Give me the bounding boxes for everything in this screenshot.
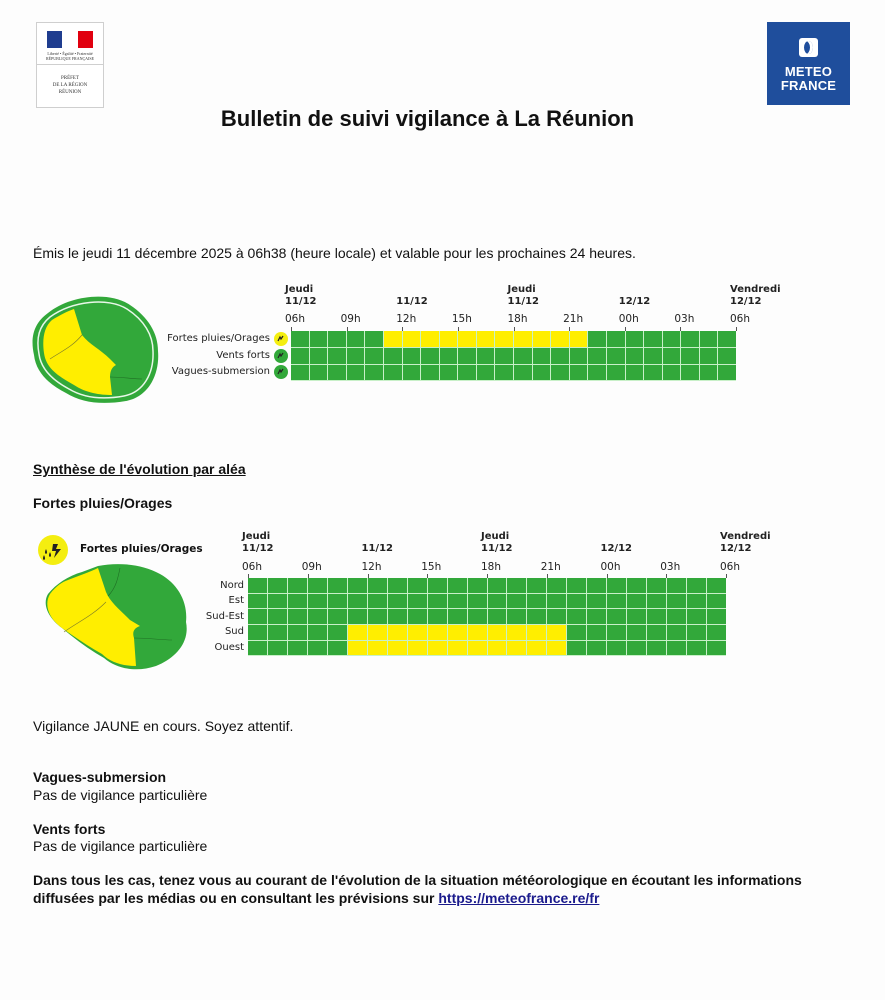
- hour-label: 00h: [618, 313, 639, 325]
- row-label: Sud-Est: [205, 610, 244, 622]
- vigilance-cell: [448, 641, 467, 656]
- vigilance-cell: [365, 348, 383, 364]
- row-label: Est: [228, 595, 244, 607]
- vigilance-cell: [527, 625, 546, 640]
- vigilance-cell: [547, 641, 566, 656]
- vigilance-cell: [468, 641, 487, 656]
- vigilance-cell: [403, 365, 421, 381]
- vigilance-cell: [428, 578, 447, 593]
- vigilance-cell: [626, 331, 644, 347]
- hazard-title: Fortes pluies/Orages: [33, 495, 173, 511]
- vigilance-cell: [310, 331, 328, 347]
- vigilance-cell: [495, 365, 513, 381]
- vigilance-cell: [347, 348, 365, 364]
- vigilance-cell: [428, 609, 447, 624]
- vigilance-cell: [348, 594, 367, 609]
- vigilance-cell: [291, 348, 309, 364]
- vigilance-cell: [667, 594, 686, 609]
- reunion-zone-map: [38, 562, 190, 672]
- vigilance-cell: [627, 578, 646, 593]
- vigilance-cell: [644, 348, 662, 364]
- vigilance-cell: [718, 365, 736, 381]
- hour-label: 15h: [421, 561, 442, 573]
- vigilance-cell: [607, 365, 625, 381]
- day-label: Vendredi 12/12: [730, 284, 781, 307]
- vigilance-cell: [551, 348, 569, 364]
- vigilance-cell: [644, 365, 662, 381]
- vigilance-cell: [647, 578, 666, 593]
- vigilance-cell: [368, 609, 387, 624]
- vigilance-cell: [707, 625, 726, 640]
- vigilance-cell: [495, 331, 513, 347]
- vigilance-cell: [288, 625, 307, 640]
- vigilance-cell: [567, 578, 586, 593]
- vigilance-cell: [328, 594, 347, 609]
- vigilance-cell: [588, 331, 606, 347]
- vigilance-cell: [644, 331, 662, 347]
- vigilance-cell: [368, 641, 387, 656]
- vigilance-cell: [384, 331, 402, 347]
- vigilance-cell: [527, 594, 546, 609]
- day-label: Jeudi 11/12: [242, 531, 274, 554]
- vigilance-cell: [403, 331, 421, 347]
- vigilance-cell: [663, 348, 681, 364]
- vigilance-cell: [408, 625, 427, 640]
- hour-tick: [726, 574, 727, 578]
- vigilance-cell: [667, 641, 686, 656]
- vigilance-cell: [667, 609, 686, 624]
- section-title-vents: Vents forts: [33, 821, 106, 837]
- rain-storm-icon: [274, 332, 288, 346]
- marianne-flag-icon: [47, 31, 93, 48]
- legend-label: Fortes pluies/Orages: [80, 543, 203, 555]
- vigilance-cell: [458, 365, 476, 381]
- vigilance-cell: [533, 331, 551, 347]
- vigilance-cell: [368, 594, 387, 609]
- vigilance-cell: [368, 578, 387, 593]
- rain-storm-icon: [38, 535, 68, 565]
- vigilance-cell: [627, 594, 646, 609]
- vigilance-cell: [440, 365, 458, 381]
- hour-label: 12h: [361, 561, 382, 573]
- vigilance-cell: [388, 594, 407, 609]
- vigilance-cell: [607, 578, 626, 593]
- vigilance-cell: [707, 594, 726, 609]
- vigilance-cell: [328, 348, 346, 364]
- vigilance-cell: [288, 609, 307, 624]
- vigilance-cell: [291, 331, 309, 347]
- day-label: Jeudi 11/12: [481, 531, 513, 554]
- vigilance-cell: [268, 641, 287, 656]
- vigilance-cell: [365, 331, 383, 347]
- vigilance-cell: [533, 365, 551, 381]
- vigilance-cell: [488, 625, 507, 640]
- vigilance-cell: [288, 578, 307, 593]
- vigilance-cell: [570, 331, 588, 347]
- hour-label: 06h: [730, 313, 751, 325]
- republic-motto: Liberté • Égalité • Fraternité RÉPUBLIQUE FRANÇAISE: [45, 51, 95, 61]
- vigilance-cell: [667, 625, 686, 640]
- vigilance-cell: [681, 331, 699, 347]
- vigilance-cell: [507, 609, 526, 624]
- vigilance-cell: [507, 641, 526, 656]
- hour-label: 21h: [563, 313, 584, 325]
- vigilance-cell: [647, 625, 666, 640]
- vigilance-cell: [448, 578, 467, 593]
- vigilance-cell: [468, 578, 487, 593]
- vigilance-cell: [347, 365, 365, 381]
- vigilance-cell: [268, 578, 287, 593]
- vigilance-cell: [458, 331, 476, 347]
- vigilance-cell: [248, 625, 267, 640]
- section-text-vagues: Pas de vigilance particulière: [33, 787, 208, 803]
- vigilance-cell: [647, 609, 666, 624]
- vigilance-cell: [248, 594, 267, 609]
- row-label: Vents forts: [216, 349, 270, 361]
- vigilance-cell: [567, 625, 586, 640]
- vigilance-cell: [440, 348, 458, 364]
- vigilance-cell: [514, 331, 532, 347]
- vigilance-status: Vigilance JAUNE en cours. Soyez attentif.: [33, 718, 294, 734]
- hour-label: 18h: [481, 561, 502, 573]
- vigilance-cell: [310, 348, 328, 364]
- vigilance-cell: [567, 609, 586, 624]
- vigilance-cell: [587, 578, 606, 593]
- vigilance-cell: [308, 594, 327, 609]
- vigilance-cell: [308, 578, 327, 593]
- hour-label: 18h: [507, 313, 528, 325]
- vigilance-cell: [268, 625, 287, 640]
- vigilance-cell: [607, 331, 625, 347]
- vigilance-cell: [681, 348, 699, 364]
- vigilance-cell: [547, 625, 566, 640]
- vigilance-cell: [384, 365, 402, 381]
- vigilance-cell: [408, 578, 427, 593]
- vigilance-cell: [687, 625, 706, 640]
- vigilance-cell: [707, 609, 726, 624]
- synthesis-title: Synthèse de l'évolution par aléa: [33, 461, 246, 477]
- hour-label: 06h: [242, 561, 263, 573]
- vigilance-cell: [388, 609, 407, 624]
- vigilance-cell: [388, 641, 407, 656]
- vigilance-cell: [291, 365, 309, 381]
- vigilance-cell: [707, 641, 726, 656]
- row-label: Vagues-submersion: [171, 366, 270, 378]
- zone-grid: [248, 578, 726, 656]
- vigilance-cell: [288, 641, 307, 656]
- vigilance-cell: [687, 594, 706, 609]
- vigilance-cell: [551, 331, 569, 347]
- vigilance-cell: [570, 365, 588, 381]
- vigilance-cell: [308, 625, 327, 640]
- hour-label: 12h: [396, 313, 417, 325]
- footer-note: [33, 871, 853, 907]
- vigilance-cell: [627, 609, 646, 624]
- emission-text: Émis le jeudi 11 décembre 2025 à 06h38 (heure locale) et valable pour les prochaines 24 heures.: [33, 245, 636, 261]
- vigilance-cell: [448, 625, 467, 640]
- day-label: Jeudi 11/12: [285, 284, 317, 307]
- vigilance-cell: [588, 365, 606, 381]
- vigilance-cell: [607, 641, 626, 656]
- vigilance-cell: [567, 594, 586, 609]
- row-label: Ouest: [214, 641, 244, 653]
- wave-icon: [274, 365, 288, 379]
- vigilance-cell: [428, 641, 447, 656]
- day-label: 12/12: [600, 543, 632, 554]
- vigilance-cell: [587, 641, 606, 656]
- vigilance-cell: [477, 348, 495, 364]
- hour-label: 03h: [674, 313, 695, 325]
- vigilance-cell: [607, 609, 626, 624]
- vigilance-cell: [348, 609, 367, 624]
- day-label: 12/12: [618, 296, 651, 307]
- vigilance-cell: [448, 594, 467, 609]
- vigilance-cell: [687, 578, 706, 593]
- vigilance-cell: [488, 594, 507, 609]
- page-title: Bulletin de suivi vigilance à La Réunion: [220, 106, 635, 131]
- vigilance-cell: [507, 578, 526, 593]
- vigilance-cell: [348, 625, 367, 640]
- row-label: Sud: [224, 626, 244, 638]
- prefect-logo: [36, 22, 104, 108]
- vigilance-cell: [440, 331, 458, 347]
- vigilance-cell: [587, 625, 606, 640]
- vigilance-cell: [687, 641, 706, 656]
- vigilance-cell: [718, 331, 736, 347]
- vigilance-cell: [547, 594, 566, 609]
- vigilance-cell: [667, 578, 686, 593]
- hour-label: 06h: [720, 561, 741, 573]
- vigilance-cell: [468, 594, 487, 609]
- vigilance-cell: [348, 578, 367, 593]
- vigilance-cell: [421, 365, 439, 381]
- hour-label: 03h: [660, 561, 681, 573]
- vigilance-cell: [514, 365, 532, 381]
- vigilance-cell: [328, 578, 347, 593]
- vigilance-cell: [547, 609, 566, 624]
- vigilance-cell: [310, 365, 328, 381]
- vigilance-cell: [527, 609, 546, 624]
- vigilance-cell: [308, 641, 327, 656]
- vigilance-cell: [328, 625, 347, 640]
- vigilance-cell: [700, 331, 718, 347]
- hour-label: 06h: [285, 313, 306, 325]
- vigilance-cell: [587, 594, 606, 609]
- section-text-vents: Pas de vigilance particulière: [33, 838, 208, 854]
- reunion-overview-map: [30, 293, 160, 405]
- vigilance-cell: [570, 348, 588, 364]
- vigilance-cell: [458, 348, 476, 364]
- vigilance-cell: [627, 625, 646, 640]
- vigilance-cell: [647, 594, 666, 609]
- vigilance-cell: [348, 641, 367, 656]
- vigilance-cell: [507, 625, 526, 640]
- row-label: Nord: [220, 579, 244, 591]
- vigilance-cell: [388, 578, 407, 593]
- vigilance-cell: [384, 348, 402, 364]
- vigilance-cell: [626, 348, 644, 364]
- vigilance-cell: [421, 348, 439, 364]
- vigilance-cell: [328, 609, 347, 624]
- vigilance-cell: [248, 578, 267, 593]
- vigilance-cell: [347, 331, 365, 347]
- vigilance-cell: [468, 609, 487, 624]
- vigilance-cell: [421, 331, 439, 347]
- vigilance-cell: [268, 594, 287, 609]
- vigilance-cell: [607, 348, 625, 364]
- vigilance-cell: [495, 348, 513, 364]
- section-title-vagues: Vagues-submersion: [33, 769, 167, 785]
- vigilance-cell: [448, 609, 467, 624]
- meteo-france-logo: [767, 22, 850, 105]
- hour-tick: [736, 327, 737, 331]
- vigilance-cell: [587, 609, 606, 624]
- hour-label: 09h: [301, 561, 322, 573]
- vigilance-cell: [388, 625, 407, 640]
- vigilance-cell: [468, 625, 487, 640]
- meteo-france-mark-icon: [799, 38, 818, 57]
- vigilance-cell: [488, 641, 507, 656]
- vigilance-cell: [663, 365, 681, 381]
- vigilance-cell: [514, 348, 532, 364]
- vigilance-cell: [488, 578, 507, 593]
- day-label: 11/12: [361, 543, 393, 554]
- vigilance-cell: [607, 625, 626, 640]
- vigilance-cell: [368, 625, 387, 640]
- vigilance-cell: [718, 348, 736, 364]
- vigilance-cell: [707, 578, 726, 593]
- vigilance-cell: [527, 641, 546, 656]
- vigilance-cell: [700, 365, 718, 381]
- vigilance-cell: [663, 331, 681, 347]
- vigilance-cell: [408, 594, 427, 609]
- vigilance-cell: [288, 594, 307, 609]
- hour-label: 09h: [340, 313, 361, 325]
- row-label: Fortes pluies/Orages: [167, 333, 270, 345]
- vigilance-cell: [588, 348, 606, 364]
- hour-label: 21h: [540, 561, 561, 573]
- vigilance-cell: [408, 609, 427, 624]
- day-label: Vendredi 12/12: [720, 531, 771, 554]
- vigilance-cell: [681, 365, 699, 381]
- vigilance-cell: [428, 625, 447, 640]
- day-label: Jeudi 11/12: [507, 284, 539, 307]
- vigilance-cell: [328, 365, 346, 381]
- prefect-text: PRÉFET DE LA RÉGION RÉUNION: [52, 76, 88, 95]
- vigilance-cell: [507, 594, 526, 609]
- vigilance-cell: [533, 348, 551, 364]
- vigilance-cell: [551, 365, 569, 381]
- vigilance-cell: [700, 348, 718, 364]
- hour-label: 15h: [451, 313, 472, 325]
- vigilance-cell: [477, 365, 495, 381]
- vigilance-cell: [627, 641, 646, 656]
- meteo-france-name: METEO FRANCE: [780, 64, 837, 93]
- hour-label: 00h: [600, 561, 621, 573]
- vigilance-cell: [607, 594, 626, 609]
- vigilance-cell: [268, 609, 287, 624]
- vigilance-cell: [567, 641, 586, 656]
- vigilance-cell: [328, 331, 346, 347]
- vigilance-cell: [248, 609, 267, 624]
- vigilance-cell: [365, 365, 383, 381]
- vigilance-cell: [308, 609, 327, 624]
- wind-icon: [274, 349, 288, 363]
- vigilance-cell: [328, 641, 347, 656]
- vigilance-cell: [547, 578, 566, 593]
- footer-text: Dans tous les cas, tenez vous au courant de l'évolution de la situation météorologique en écoutant les informations diffusées par les médias ou en consultant les prévisions sur: [33, 872, 802, 906]
- vigilance-cell: [527, 578, 546, 593]
- day-label: 11/12: [396, 296, 428, 307]
- vigilance-cell: [647, 641, 666, 656]
- vigilance-cell: [687, 609, 706, 624]
- vigilance-cell: [477, 331, 495, 347]
- vigilance-cell: [626, 365, 644, 381]
- vigilance-cell: [488, 609, 507, 624]
- vigilance-cell: [403, 348, 421, 364]
- vigilance-cell: [428, 594, 447, 609]
- vigilance-cell: [408, 641, 427, 656]
- vigilance-cell: [248, 641, 267, 656]
- overview-grid: [291, 331, 736, 381]
- meteofrance-link[interactable]: https://meteofrance.re/fr: [438, 890, 600, 906]
